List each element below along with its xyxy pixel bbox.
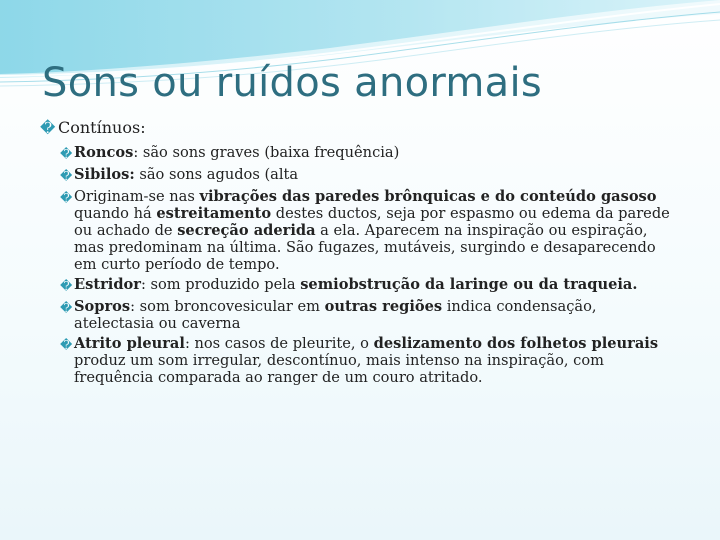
- list-item: [60, 166, 680, 185]
- bullet-icon: �: [60, 301, 73, 315]
- list-item-text: Sibilos: são sons agudos (alta: [74, 166, 299, 183]
- bullet-icon: �: [60, 338, 73, 352]
- section-label: Contínuos:: [58, 118, 146, 137]
- bullet-icon: �: [60, 191, 73, 205]
- list-item-text: Roncos: são sons graves (baixa frequência): [74, 144, 400, 161]
- list-item-text: Estridor: som produzido pela semiobstrução da laringe ou da traqueia.: [74, 276, 638, 293]
- list-item: [60, 188, 680, 273]
- bullet-icon: �: [60, 279, 73, 293]
- bullet-list: [40, 144, 680, 386]
- list-item: [60, 276, 680, 295]
- list-item-text: Originam-se nas vibrações das paredes brônquicas e do conteúdo gasoso quando há estreitamento destes ductos, seja por espasmo ou edema da parede ou achado de secreção aderida a ela. Aparecem na inspiração ou espiração, mas predominam na última. São fugazes, mutáveis, surgindo e desaparecendo em curto período de tempo.: [74, 188, 670, 273]
- section-heading: [40, 118, 680, 138]
- list-item: [60, 335, 680, 386]
- list-item: [60, 144, 680, 163]
- content-body: [40, 118, 680, 389]
- bullet-icon: �: [60, 169, 73, 183]
- list-item-text: Atrito pleural: nos casos de pleurite, o deslizamento dos folhetos pleurais produz um som irregular, descontínuo, mais intenso na inspiração, com frequência comparada ao ranger de um couro atritado.: [74, 335, 659, 386]
- bullet-icon: �: [60, 147, 73, 161]
- bullet-icon: �: [40, 119, 56, 137]
- list-item-text: Sopros: som broncovesicular em outras regiões indica condensação, atelectasia ou caverna: [74, 298, 597, 332]
- page-title: Sons ou ruídos anormais: [42, 60, 543, 106]
- list-item: [60, 298, 680, 332]
